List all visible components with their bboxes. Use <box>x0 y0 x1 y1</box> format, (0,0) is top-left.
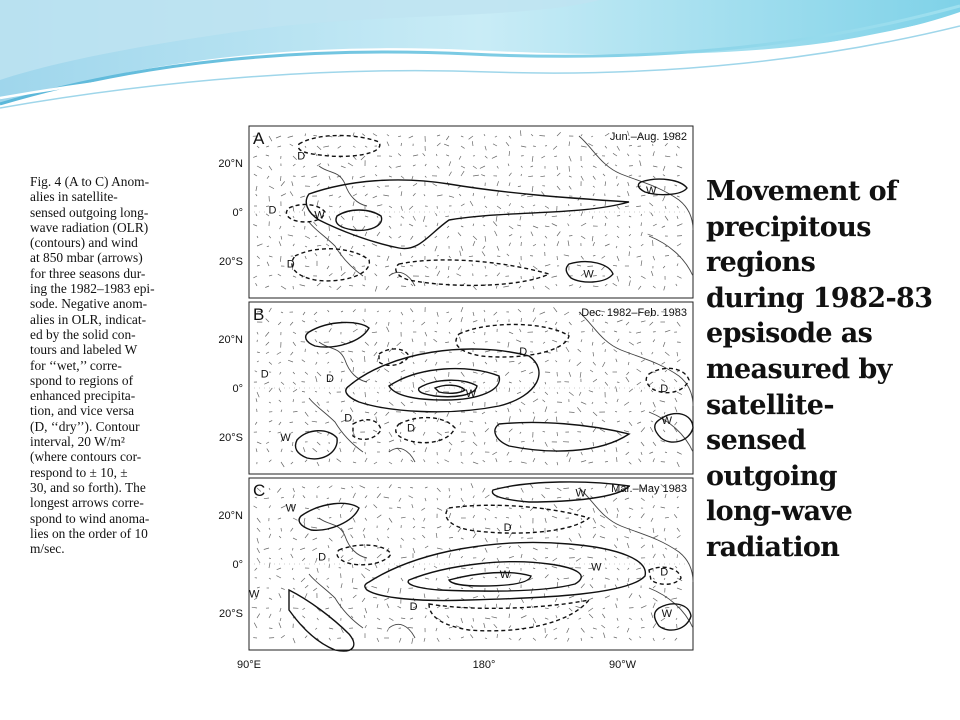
wind-arrow <box>641 222 642 226</box>
heading-line: precipitous <box>706 211 871 243</box>
wind-arrow <box>365 392 366 397</box>
anomaly-marker: W <box>280 432 291 445</box>
wind-arrow <box>437 498 438 500</box>
panel-frame <box>249 478 693 650</box>
anomaly-marker: D <box>297 150 306 163</box>
wind-arrow <box>545 558 548 559</box>
figure-caption <box>30 174 186 556</box>
wind-arrow <box>665 538 666 541</box>
slide-heading <box>706 174 946 566</box>
caption-line: tion, and vice versa <box>30 403 135 419</box>
caption-line: enhanced precipita- <box>30 388 136 404</box>
caption-line: respond to ± 10, ± <box>30 464 128 480</box>
heading-line: radiation <box>706 531 840 563</box>
anomaly-marker: W <box>661 414 673 427</box>
caption-line: ed by the solid con- <box>30 326 136 342</box>
wind-arrow <box>329 226 330 231</box>
anomaly-marker: D <box>409 600 418 613</box>
wind-arrow <box>665 246 667 247</box>
panel-letter: C <box>253 481 266 500</box>
panel-title: Dec. 1982–Feb. 1983 <box>581 307 687 319</box>
heading-line: measured by <box>706 353 892 385</box>
wind-arrow <box>569 412 575 413</box>
wind-arrow <box>569 166 570 172</box>
caption-line: sode. Negative anom- <box>30 296 148 312</box>
anomaly-marker: W <box>583 268 594 281</box>
panel-letter: A <box>253 129 265 148</box>
anomaly-marker: D <box>286 258 295 271</box>
caption-line: lies on the order of 10 <box>30 525 148 541</box>
wind-arrow <box>665 256 669 257</box>
caption-line: m/sec. <box>30 541 65 557</box>
longitude-label: 90°E <box>237 659 261 671</box>
caption-line: spond to wind anoma- <box>30 510 150 526</box>
wind-arrow <box>327 498 329 499</box>
caption-line: wave radiation (OLR) <box>30 219 149 235</box>
wind-arrow <box>653 240 654 246</box>
wind-arrow <box>495 518 497 519</box>
wind-arrow <box>329 564 330 568</box>
longitude-label: 90°W <box>608 659 636 671</box>
wind-arrow <box>545 322 547 323</box>
panel-title: Mar.–May 1983 <box>611 483 687 495</box>
caption-line: for three seasons dur- <box>30 265 146 281</box>
caption-line: for ‘‘wet,’’ corre- <box>30 357 122 373</box>
anomaly-marker: D <box>660 566 669 579</box>
wind-arrow <box>375 166 377 167</box>
anomaly-marker: W <box>661 608 673 621</box>
anomaly-marker: W <box>249 588 260 601</box>
panel-letter: B <box>253 305 265 324</box>
decorative-wave-banner <box>0 0 960 120</box>
heading-line: regions <box>706 247 816 279</box>
latitude-label: 20°N <box>218 509 243 522</box>
wind-arrow <box>497 634 498 638</box>
wind-arrow <box>521 174 522 176</box>
caption-line: tours and labeled W <box>30 342 138 358</box>
heading-line: outgoing <box>706 460 837 492</box>
wind-arrow <box>269 628 272 629</box>
anomaly-marker: D <box>318 551 327 564</box>
wind-arrow <box>301 176 305 177</box>
heading-line: Movement of <box>706 176 898 207</box>
wind-arrow <box>401 253 402 256</box>
caption-line: at 850 mbar (arrows) <box>30 250 143 266</box>
latitude-label: 20°S <box>219 256 243 269</box>
panel-title: Jun.–Aug. 1982 <box>609 131 687 143</box>
anomaly-marker: W <box>646 184 657 197</box>
wind-arrow <box>617 457 618 462</box>
wind-arrow <box>569 236 572 237</box>
wind-arrow <box>281 528 282 531</box>
caption-line: spond to regions of <box>30 372 134 388</box>
caption-line: (where contours cor- <box>30 449 142 465</box>
latitude-label: 0° <box>232 383 243 395</box>
heading-line: long-wave <box>706 496 853 528</box>
wind-arrow <box>677 176 680 177</box>
latitude-label: 20°N <box>218 333 243 346</box>
latitude-label: 0° <box>232 207 243 219</box>
wind-arrow <box>521 318 522 322</box>
wind-arrow <box>437 322 438 324</box>
anomaly-marker: W <box>575 487 586 500</box>
anomaly-marker: D <box>406 422 415 435</box>
anomaly-marker: D <box>503 522 512 535</box>
caption-line: alies in OLR, indicat- <box>30 311 147 327</box>
latitude-label: 20°N <box>218 157 243 170</box>
wind-arrow <box>617 216 620 217</box>
caption-line: alies in satellite- <box>30 189 118 205</box>
anomaly-marker: W <box>314 209 325 222</box>
longitude-label: 180° <box>472 659 496 671</box>
caption-line: 30, and so forth). The <box>30 479 146 495</box>
caption-line: Fig. 4 (A to C) Anom- <box>30 174 150 189</box>
latitude-label: 20°S <box>219 608 243 621</box>
caption-line: (D, ‘‘dry’’). Contour <box>30 418 140 434</box>
wind-arrow <box>473 618 474 622</box>
wind-arrow <box>677 154 678 156</box>
wind-arrow <box>587 266 593 267</box>
wind-arrow <box>293 548 294 550</box>
wind-arrow <box>557 256 558 260</box>
wind-arrow <box>377 442 381 443</box>
caption-line: (contours) and wind <box>30 235 138 251</box>
wind-arrow <box>497 256 500 257</box>
latitude-label: 20°S <box>219 432 243 445</box>
anomaly-marker: D <box>519 346 528 359</box>
wind-arrow <box>497 439 498 442</box>
heading-line: sensed <box>706 425 806 457</box>
wind-arrow <box>629 251 630 256</box>
wind-arrow <box>617 514 618 518</box>
wind-arrow <box>533 146 536 147</box>
anomaly-marker: W <box>591 561 602 574</box>
caption-line: sensed outgoing long- <box>30 204 149 220</box>
wind-arrow <box>461 588 463 589</box>
heading-line: during 1982-83 <box>706 282 933 314</box>
wind-arrow <box>539 136 545 137</box>
caption-line: interval, 20 W/m² <box>30 434 125 450</box>
latitude-label: 0° <box>232 559 243 571</box>
anomaly-marker: D <box>344 412 353 425</box>
anomaly-marker: D <box>325 373 334 386</box>
wind-arrow <box>329 518 331 519</box>
anomaly-marker: D <box>660 383 669 395</box>
wind-arrow <box>389 322 390 326</box>
anomaly-marker: W <box>285 502 296 515</box>
wind-arrow <box>617 382 619 383</box>
wind-arrow <box>506 498 509 499</box>
wind-arrow <box>445 432 449 433</box>
anomaly-marker: W <box>465 387 477 400</box>
caption-line: longest arrows corre- <box>30 495 144 511</box>
heading-line: epsisode as <box>706 318 873 350</box>
anomaly-marker: D <box>260 368 269 381</box>
heading-line: satellite- <box>706 389 834 421</box>
wind-arrow <box>401 286 406 287</box>
caption-line: ing the 1982–1983 epi- <box>30 281 155 297</box>
anomaly-marker: W <box>499 568 511 581</box>
wind-arrow <box>485 266 486 269</box>
anomaly-marker: D <box>268 204 277 217</box>
olr-anomaly-figure <box>204 124 698 674</box>
